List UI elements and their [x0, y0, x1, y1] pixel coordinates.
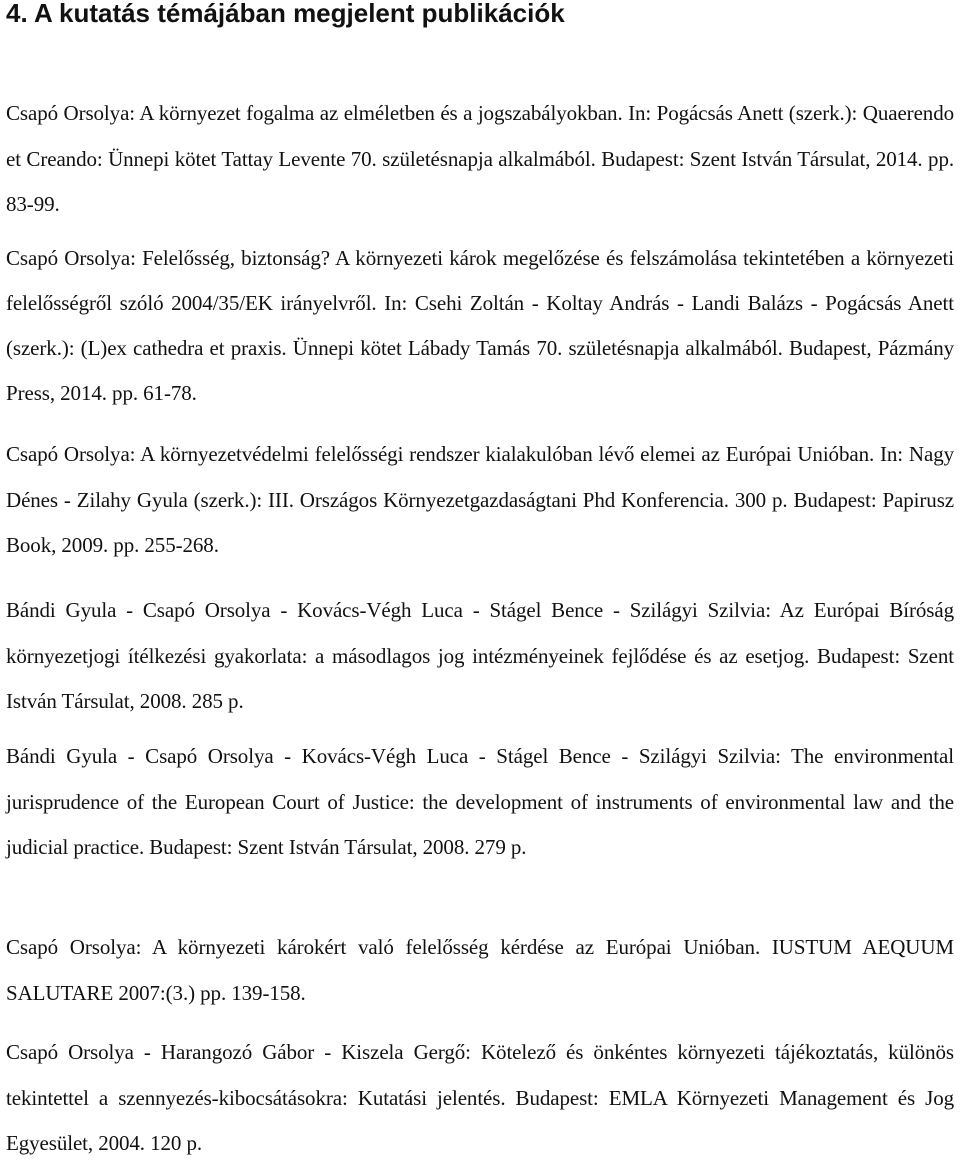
publication-entry-6: Csapó Orsolya: A környezeti károkért való felelősség kérdése az Európai Unióban. IUSTUM AEQUUM SALUTARE 2007:(3.) pp. 139-158.	[6, 935, 954, 1005]
publication-entry-2: Csapó Orsolya: Felelősség, biztonság? A környezeti károk megelőzése és felszámolása tekintetében a környezeti felelősségről szóló 2004/35/EK irányelvről. In: Csehi Zoltán - Koltay András - Landi Balázs - Pogácsás Anett (szerk.): (L)ex cathedra et praxis. Ünnepi kötet Lábady Tamás 70. születésnapja alkalmából. Budapest, Pázmány Press, 2014. pp. 61-78.	[6, 246, 954, 405]
section-heading: 4. A kutatás témájában megjelent publikációk	[6, 0, 565, 28]
publication-entry-4: Bándi Gyula - Csapó Orsolya - Kovács-Végh Luca - Stágel Bence - Szilágyi Szilvia: Az Európai Bíróság környezetjogi ítélkezési gyakorlata: a másodlagos jog intézményeinek fejlődése és az esetjog. Budapest: Szent István Társulat, 2008. 285 p.	[6, 598, 954, 713]
publication-entry-5: Bándi Gyula - Csapó Orsolya - Kovács-Végh Luca - Stágel Bence - Szilágyi Szilvia: The environmental jurisprudence of the European Court of Justice: the development of instruments of environmental law and the judicial practice. Budapest: Szent István Társulat, 2008. 279 p.	[6, 744, 954, 859]
publication-entry-7: Csapó Orsolya - Harangozó Gábor - Kiszela Gergő: Kötelező és önkéntes környezeti tájékoztatás, különös tekintettel a szennyezés-kibocsátásokra: Kutatási jelentés. Budapest: EMLA Környezeti Management és Jog Egyesület, 2004. 120 p.	[6, 1040, 954, 1155]
publication-entry-1: Csapó Orsolya: A környezet fogalma az elméletben és a jogszabályokban. In: Pogácsás Anett (szerk.): Quaerendo et Creando: Ünnepi kötet Tattay Levente 70. születésnapja alkalmából. Budapest: Szent István Társulat, 2014. pp. 83-99.	[6, 101, 954, 216]
publication-entry-3: Csapó Orsolya: A környezetvédelmi felelősségi rendszer kialakulóban lévő elemei az Európai Unióban. In: Nagy Dénes - Zilahy Gyula (szerk.): III. Országos Környezetgazdaságtani Phd Konferencia. 300 p. Budapest: Papirusz Book, 2009. pp. 255-268.	[6, 442, 954, 557]
